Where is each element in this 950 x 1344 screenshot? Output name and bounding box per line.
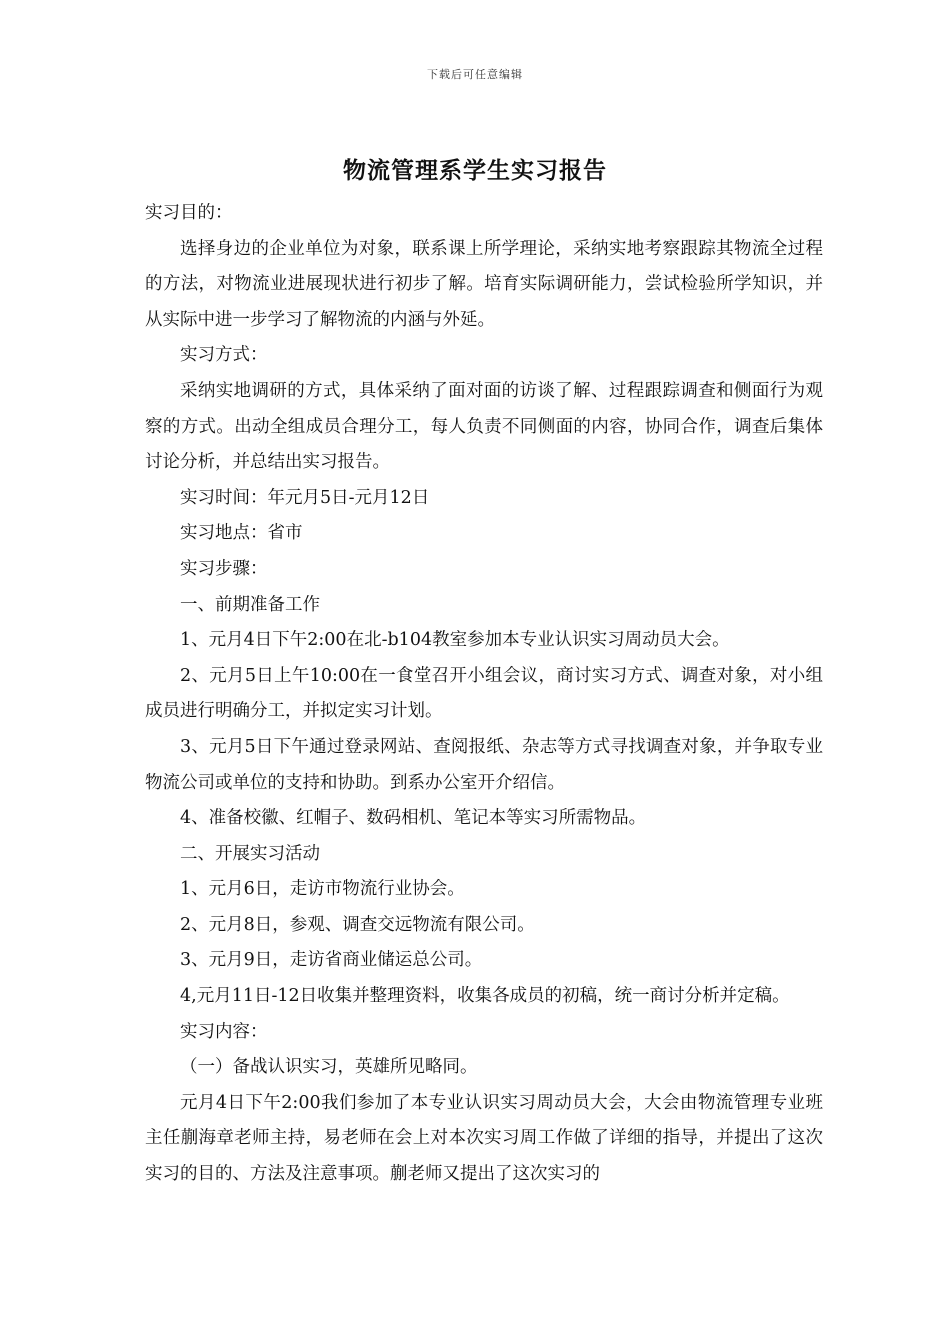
paragraph: 实习方式： [180,345,268,366]
paragraph: 实习步骤： [180,558,268,579]
paragraph: 2、元月8日，参观、调查交远物流有限公司。 [180,914,535,935]
paragraph: 实习内容： [180,1021,268,1042]
page-header: 下载后可任意编辑 [427,68,523,81]
paragraph: 3、元月9日，走访省商业储运总公司。 [180,950,483,971]
paragraph: 实习时间：年元月5日-元月12日 [180,487,430,508]
paragraph: 4、准备校徽、红帽子、数码相机、笔记本等实习所需物品。 [180,808,647,829]
paragraph: 3、元月5日下午通过登录网站、查阅报纸、杂志等方式寻找调查对象，并争取专业物流公司或单位的支持和协助。到系办公室开介绍信。 [145,736,823,793]
paragraph: 实习地点：省市 [180,523,303,544]
paragraph: 4,元月11日-12日收集并整理资料，收集各成员的初稿，统一商讨分析并定稿。 [180,986,790,1007]
document-body [145,196,823,1193]
paragraph: 2、元月5日上午10:00在一食堂召开小组会议，商讨实习方式、调查对象，对小组成员进行明确分工，并拟定实习计划。 [145,665,823,722]
document-title: 物流管理系学生实习报告 [343,157,607,184]
paragraph: 1、元月4日下午2:00在北-b104教室参加本专业认识实习周动员大会。 [180,630,730,651]
paragraph: 采纳实地调研的方式，具体采纳了面对面的访谈了解、过程跟踪调查和侧面行为观察的方式。出动全组成员合理分工，每人负责不同侧面的内容，协同合作，调查后集体讨论分析，并总结出实习报告。 [145,380,823,473]
paragraph: 1、元月6日，走访市物流行业协会。 [180,879,465,900]
paragraph: 二、开展实习活动 [180,843,320,864]
paragraph: 选择身边的企业单位为对象，联系课上所学理论，采纳实地考察跟踪其物流全过程的方法，对物流业进展现状进行初步了解。培育实际调研能力，尝试检验所学知识，并从实际中进一步学习了解物流的内涵与外延。 [145,238,823,330]
paragraph: （一）备战认识实习，英雄所见略同。 [180,1057,478,1078]
paragraph: 元月4日下午2:00我们参加了本专业认识实习周动员大会，大会由物流管理专业班主任蒯海章老师主持，易老师在会上对本次实习周工作做了详细的指导，并提出了这次实习的目的、方法及注意事项。蒯老师又提出了这次实习的 [145,1092,823,1185]
paragraph: 实习目的： [145,203,233,223]
paragraph: 一、前期准备工作 [180,594,320,615]
